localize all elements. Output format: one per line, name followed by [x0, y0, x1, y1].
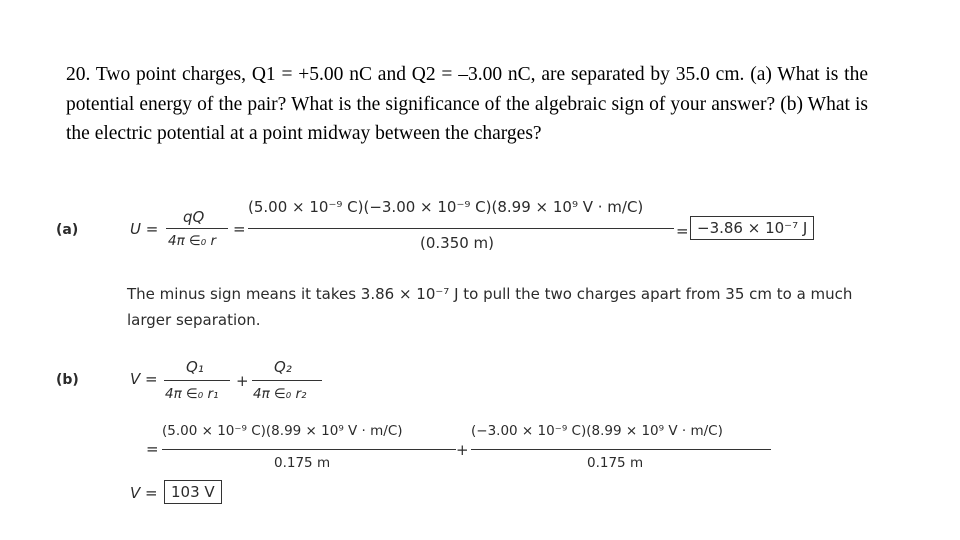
plus-sign: + [456, 441, 469, 459]
term2-numerator: Q₂ [274, 358, 292, 376]
fraction-bar [252, 380, 322, 381]
term1-values-denominator: 0.175 m [274, 455, 331, 471]
equals-sign: = [146, 440, 159, 458]
plus-sign: + [236, 372, 249, 390]
numerator-values: (5.00 × 10⁻⁹ C)(−3.00 × 10⁻⁹ C)(8.99 × 10⁹ V · m/C) [248, 198, 644, 216]
sign-explanation: The minus sign means it takes 3.86 × 10⁻⁷ J to pull the two charges apart from 35 cm to a much larger separation. [127, 285, 853, 329]
electric-potential-lhs: V = [130, 370, 158, 388]
part-b-label: (b) [56, 372, 79, 388]
part-a-label: (a) [56, 222, 79, 238]
fraction-bar [471, 449, 771, 450]
question-text: 20. Two point charges, Q1 = +5.00 nC and Q2 = –3.00 nC, are separated by 35.0 cm. (a) What is the potential energy of the pair? What is the significance of the algebraic sign of your answer? (b) What is the electric potential at a point midway between the charges? [66, 64, 868, 144]
fraction-bar [164, 380, 230, 381]
term2-values-numerator: (−3.00 × 10⁻⁹ C)(8.99 × 10⁹ V · m/C) [471, 423, 723, 439]
term2-values-denominator: 0.175 m [587, 455, 644, 471]
equals-sign: = [233, 220, 246, 238]
fraction-bar [248, 228, 674, 229]
denominator-values: (0.350 m) [420, 234, 495, 252]
fraction-bar [162, 449, 456, 450]
fraction-qq-denominator: 4π ∈₀ r [168, 233, 217, 249]
fraction-qq-numerator: qQ [183, 208, 205, 226]
final-potential-lhs: V = [130, 484, 158, 502]
term1-values-numerator: (5.00 × 10⁻⁹ C)(8.99 × 10⁹ V · m/C) [162, 423, 403, 439]
equals-sign: = [676, 222, 689, 240]
term2-denominator: 4π ∈₀ r₂ [253, 386, 307, 402]
potential-energy-result: −3.86 × 10⁻⁷ J [690, 216, 814, 240]
term1-denominator: 4π ∈₀ r₁ [165, 386, 219, 402]
term1-numerator: Q₁ [186, 358, 204, 376]
fraction-bar [166, 228, 228, 229]
potential-energy-lhs: U = [130, 220, 159, 238]
electric-potential-result: 103 V [164, 480, 222, 504]
